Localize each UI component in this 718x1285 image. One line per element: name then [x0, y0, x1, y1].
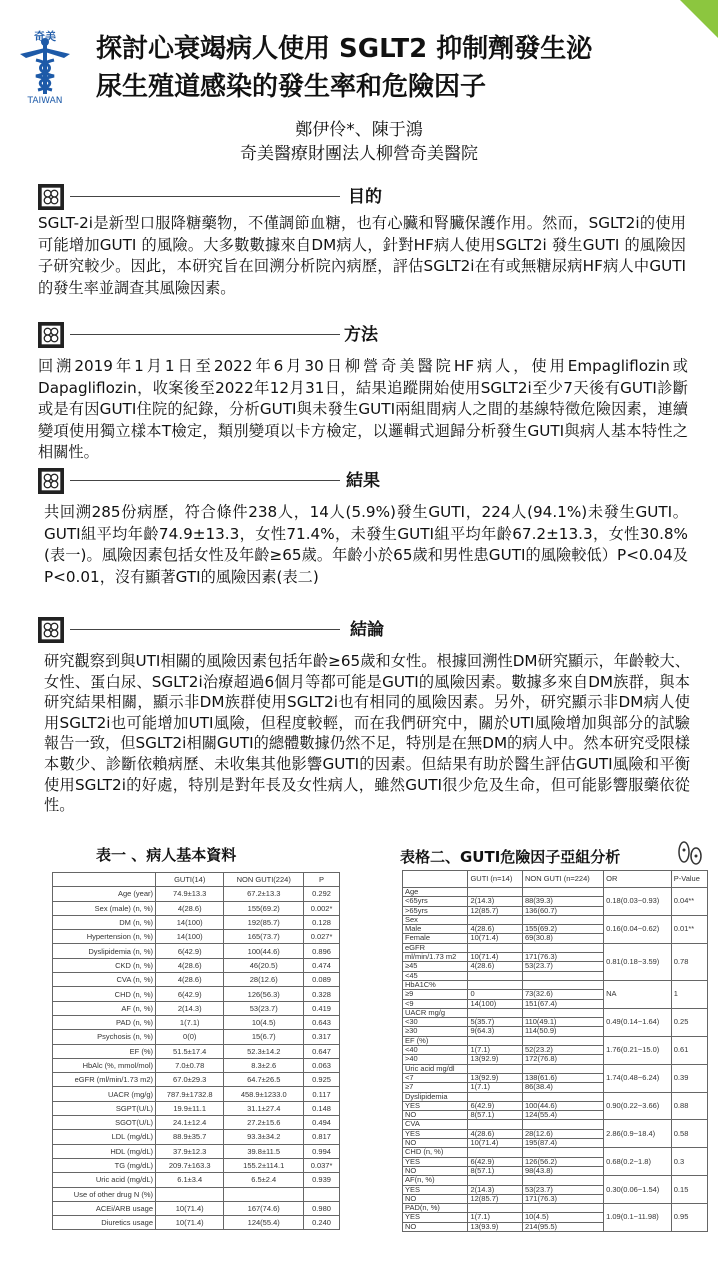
table2-header-cell: NON GUTI (n=224)	[522, 871, 603, 888]
table2-cell: 1(7.1)	[468, 1213, 523, 1222]
table2-cell: 6(42.9)	[468, 1101, 523, 1110]
table2-cell: 5(35.7)	[468, 1018, 523, 1027]
table2-cell: 13(92.9)	[468, 1073, 523, 1082]
table1-cell: PAD (n, %)	[53, 1015, 156, 1029]
table2-cell: NO	[403, 1111, 468, 1120]
table1-cell: Age (year)	[53, 887, 156, 901]
table2-cell: 4(28.6)	[468, 1129, 523, 1138]
knot-icon	[38, 184, 64, 210]
table1-cell: 167(74.6)	[224, 1201, 304, 1215]
table1-cell: 100(44.6)	[224, 944, 304, 958]
table1-cell: 93.3±34.2	[224, 1130, 304, 1144]
table2-cell: YES	[403, 1213, 468, 1222]
table1-cell: 0.925	[304, 1073, 340, 1087]
table2-cell: <45	[403, 971, 468, 980]
table2-cell	[522, 1120, 603, 1129]
table2-cell: YES	[403, 1157, 468, 1166]
table2-p-cell: 0.3	[671, 1148, 707, 1176]
table2-cell: 8(57.1)	[468, 1166, 523, 1175]
table2-p-cell: 0.04**	[671, 888, 707, 916]
table2-cell: 9(64.3)	[468, 1027, 523, 1036]
table-row	[403, 888, 708, 897]
table-row	[53, 901, 340, 915]
results-header	[38, 468, 678, 494]
table1-cell: 6.1±3.4	[156, 1173, 224, 1187]
table1-header-cell: GUTI(14)	[156, 873, 224, 887]
knot-icon	[38, 468, 64, 494]
table2-cell	[468, 1092, 523, 1101]
table1-cell: 0.089	[304, 973, 340, 987]
table2-cell: 151(67.4)	[522, 999, 603, 1008]
table2-cell: 12(85.7)	[468, 906, 523, 915]
table1-cell: 8.3±2.6	[224, 1058, 304, 1072]
table2-cell	[468, 980, 523, 989]
table2-cell: 100(44.6)	[522, 1101, 603, 1110]
table-row	[53, 1001, 340, 1015]
table2-cell: 12(85.7)	[468, 1194, 523, 1203]
table1-cell: 67.2±13.3	[224, 887, 304, 901]
table1-cell: 4(28.6)	[156, 973, 224, 987]
table2-cell: 110(49.1)	[522, 1018, 603, 1027]
table1-cell: 0.474	[304, 958, 340, 972]
table1-cell: 165(73.7)	[224, 930, 304, 944]
table1-cell: eGFR (ml/min/1.73 m2)	[53, 1073, 156, 1087]
table2-cell: 6(42.9)	[468, 1157, 523, 1166]
table1-cell: ACEi/ARB usage	[53, 1201, 156, 1215]
table2-cell: 88(39.3)	[522, 897, 603, 906]
methods-text: 回溯2019年1月1日至2022年6月30日柳營奇美醫院HF病人，使用Empagliflozin或Dapagliflozin，收案後至2022年12月31日，結果追蹤開始使用SGLT2i至少7天後有GUTI診斷或是有因GUTI住院的紀錄，分析GUTI與未發生GUTI兩組間病人之間的基線特徵危險因素，連續變項使用獨立樣本T檢定，類別變項以卡方檢定，以邏輯式迴歸分析發生GUTI與病人基本特性之相關性。	[38, 357, 688, 461]
table2-group-label: CVA	[403, 1120, 468, 1129]
table1-header-cell: NON GUTI(224)	[224, 873, 304, 887]
table1-cell: SGPT(U/L)	[53, 1101, 156, 1115]
table1-cell: Dyslipidemia (n, %)	[53, 944, 156, 958]
table2-cell	[468, 971, 523, 980]
table2-cell	[522, 1092, 603, 1101]
table1-cell: CVA (n, %)	[53, 973, 156, 987]
table1-cell: 14(100)	[156, 930, 224, 944]
table-row	[53, 1073, 340, 1087]
table1-cell: HDL (mg/dL)	[53, 1144, 156, 1158]
results-text: 共回溯285份病歷，符合條件238人，14人(5.9%)發生GUTI，224人(94.1%)未發生GUTI。GUTI組平均年齡74.9±13.3，女性71.4%，未發生GUTI組平均年齡67.2±13.3，女性30.8% (表一)。風險因素包括女性及年齡≥65歲。年齡小於65歲和男性患GUTI的風險較低）P<0.04及 P<0.01，沒有顯著GTI的風險因素(表二)	[44, 503, 688, 586]
table1-cell: 0.128	[304, 915, 340, 929]
table2-cell: 155(69.2)	[522, 925, 603, 934]
table1-cell: 0.240	[304, 1216, 340, 1230]
methods-header	[38, 322, 678, 348]
table2-cell: 52(23.2)	[522, 1046, 603, 1055]
table-row	[53, 1130, 340, 1144]
table2-p-cell: 0.01**	[671, 915, 707, 943]
table1-cell: 10(4.5)	[224, 1015, 304, 1029]
table1-cell: 31.1±27.4	[224, 1101, 304, 1115]
table1-cell: 0.939	[304, 1173, 340, 1187]
table2-p-cell: 0.25	[671, 1008, 707, 1036]
table2-cell: 14(100)	[468, 999, 523, 1008]
author-names: 鄭伊伶*、陳于鴻	[295, 120, 423, 140]
conclusion-text: 研究觀察到與UTI相關的風險因素包括年齡≥65歲和女性。根據回溯性DM研究顯示，年齡較大、女性、蛋白尿、SGLT2i治療超過6個月等都可能是GUTI的風險因素。數據多來自DM族群，與本研究結果相關，顯示非DM族群使用SGLT2i也有相同的風險因素。另外，研究顯示非DM病人使用SGLT2i也可能增加UTI風險，但程度較輕，而在我們研究中，關於UTI風險增加與部分的試驗報告一致，但SGLT2i相關GUTI的總體數據仍然不足，特別是在無DM的病人中。然本研究受限樣本數少、診斷依賴病歷、未收集其他影響GUTI的因素。但結果有助於醫生評估GUTI風險和平衡使用SGLT2i的好處，特別是對年長及女性病人，雖然GUTI很少危及生命，但可能影響服藥依從性。	[44, 652, 690, 815]
table2-cell: 172(76.8)	[522, 1055, 603, 1064]
table1-cell: 51.5±17.4	[156, 1044, 224, 1058]
table2-cell: 28(12.6)	[522, 1129, 603, 1138]
table1-cell: DM (n, %)	[53, 915, 156, 929]
author-affiliation: 奇美醫療財團法人柳營奇美醫院	[240, 144, 478, 164]
table2-group-label: AF(n, %)	[403, 1176, 468, 1185]
table1-cell: 28(12.6)	[224, 973, 304, 987]
table2-cell: 1(7.1)	[468, 1083, 523, 1092]
logo	[14, 28, 76, 108]
logo-top-text: 奇美	[34, 30, 56, 43]
table1-cell: 46(20.5)	[224, 958, 304, 972]
table2-or-cell: 0.30(0.06~1.54)	[604, 1176, 672, 1204]
table1-cell: 14(100)	[156, 915, 224, 929]
knot-icon	[38, 617, 64, 643]
table1-cell: Uric acid (mg/dL)	[53, 1173, 156, 1187]
methods-title: 方法	[344, 325, 378, 345]
table2-or-cell: 1.74(0.48~6.24)	[604, 1064, 672, 1092]
table1-cell: Sex (male) (n, %)	[53, 901, 156, 915]
table1-cell: Diuretics usage	[53, 1216, 156, 1230]
table1-cell: CHD (n, %)	[53, 987, 156, 1001]
table2-cell: <30	[403, 1018, 468, 1027]
table2-cell: Male	[403, 925, 468, 934]
table1-cell: 0.980	[304, 1201, 340, 1215]
table2-cell: ml/min/1.73 m2	[403, 953, 468, 962]
table1-cell: TG (mg/dL)	[53, 1158, 156, 1172]
table1-header-row	[53, 873, 340, 887]
table2-group-label: Age	[403, 888, 468, 897]
table2-title: 表格二、GUTI危險因子亞組分析	[400, 848, 621, 866]
table2-header-cell	[403, 871, 468, 888]
table-row	[403, 980, 708, 989]
table2-cell: YES	[403, 1185, 468, 1194]
table1-cell: UACR (mg/g)	[53, 1087, 156, 1101]
table2-header-row	[403, 871, 708, 888]
table-row	[403, 1204, 708, 1213]
table-row	[53, 958, 340, 972]
table1-cell: CKD (n, %)	[53, 958, 156, 972]
table2-cell: 171(76.3)	[522, 1194, 603, 1203]
table2-p-cell: 0.61	[671, 1036, 707, 1064]
table-row	[53, 973, 340, 987]
table2-cell: 10(71.4)	[468, 934, 523, 943]
table-row	[53, 1187, 340, 1201]
purpose-text: SGLT-2i是新型口服降糖藥物，不僅調節血糖，也有心臟和腎臟保護作用。然而，SGLT2i的使用可能增加GUTI 的風險。大多數數據來自DM病人，針對HF病人使用SGLT2i 發生GUTI 的風險因子研究較少。因此，本研究旨在回溯分析院內病歷，評估SGLT2i在有或無糖尿病HF病人中GUTI的發生率並調查其風險因素。	[38, 214, 686, 297]
table2-or-cell: NA	[604, 980, 672, 1008]
table1-header-cell	[53, 873, 156, 887]
table2-cell	[522, 1176, 603, 1185]
table1-cell: 0.994	[304, 1144, 340, 1158]
table1-cell: 0.817	[304, 1130, 340, 1144]
knot-icon	[38, 322, 64, 348]
table1-cell: 0(0)	[156, 1030, 224, 1044]
poster-title	[96, 30, 696, 106]
table1-cell: 88.9±35.7	[156, 1130, 224, 1144]
table2-cell: 13(93.9)	[468, 1222, 523, 1231]
table2-cell: 10(71.4)	[468, 953, 523, 962]
purpose-rule	[70, 196, 340, 197]
table1-cell: 0.494	[304, 1116, 340, 1130]
methods-rule	[70, 334, 340, 335]
table-row	[53, 887, 340, 901]
table1-cell: 192(85.7)	[224, 915, 304, 929]
table2-cell	[522, 971, 603, 980]
table1-cell: 27.2±15.6	[224, 1116, 304, 1130]
table1-cell: 0.317	[304, 1030, 340, 1044]
table2-cell: 4(28.6)	[468, 962, 523, 971]
table2-cell: 114(50.9)	[522, 1027, 603, 1036]
table1-cell: 52.3±14.2	[224, 1044, 304, 1058]
table-row	[403, 1176, 708, 1185]
table1-title: 表一 、病人基本資料	[96, 846, 237, 864]
table2-cell: >40	[403, 1055, 468, 1064]
table2-cell: 53(23.7)	[522, 1185, 603, 1194]
conclusion-title: 結論	[350, 620, 384, 640]
table2-cell: <65yrs	[403, 897, 468, 906]
table2-cell: 13(92.9)	[468, 1055, 523, 1064]
table2-group-label: HbA1C%	[403, 980, 468, 989]
table2-group-label: EF (%)	[403, 1036, 468, 1045]
table2-cell: Female	[403, 934, 468, 943]
table2-cell: YES	[403, 1101, 468, 1110]
table1-cell: 0.647	[304, 1044, 340, 1058]
table2-cell: 126(56.2)	[522, 1157, 603, 1166]
table-row	[403, 1148, 708, 1157]
table2-cell	[468, 1176, 523, 1185]
title-line-1: 探討心衰竭病人使用 SGLT2 抑制劑發生泌	[96, 34, 593, 64]
table2-p-cell: 0.78	[671, 943, 707, 980]
table2	[402, 870, 708, 1232]
results-title: 結果	[346, 471, 380, 491]
table1-cell: 2(14.3)	[156, 1001, 224, 1015]
table2-cell: 124(55.4)	[522, 1111, 603, 1120]
table1-cell: LDL (mg/dL)	[53, 1130, 156, 1144]
table2-cell: YES	[403, 1129, 468, 1138]
table-row	[53, 1144, 340, 1158]
table2-cell: ≥9	[403, 990, 468, 999]
logo-bottom-text: TAIWAN	[27, 96, 63, 106]
table1-cell: 0.419	[304, 1001, 340, 1015]
table1-cell: 1(7.1)	[156, 1015, 224, 1029]
table-row	[53, 987, 340, 1001]
table2-cell: 73(32.6)	[522, 990, 603, 999]
table2-cell: 98(43.8)	[522, 1166, 603, 1175]
table-row	[53, 1087, 340, 1101]
table2-p-cell: 0.58	[671, 1120, 707, 1148]
table-row	[403, 1092, 708, 1101]
table1-cell: 39.8±11.5	[224, 1144, 304, 1158]
table2-or-cell: 2.86(0.9~18.4)	[604, 1120, 672, 1148]
table1-cell: 67.0±29.3	[156, 1073, 224, 1087]
table2-cell: ≥45	[403, 962, 468, 971]
table2-cell: ≥30	[403, 1027, 468, 1036]
table2-cell	[522, 1148, 603, 1157]
table-row	[53, 1201, 340, 1215]
table2-cell: 0	[468, 990, 523, 999]
table2-cell: NO	[403, 1222, 468, 1231]
table1-cell: 0.896	[304, 944, 340, 958]
table2-cell: 53(23.7)	[522, 962, 603, 971]
table2-group-label: PAD(n, %)	[403, 1204, 468, 1213]
table2-cell: 86(38.4)	[522, 1083, 603, 1092]
table1-cell: 0.292	[304, 887, 340, 901]
table2-cell	[468, 1148, 523, 1157]
table2-cell: 4(28.6)	[468, 925, 523, 934]
table2-cell: 2(14.3)	[468, 1185, 523, 1194]
table1	[52, 872, 340, 1230]
table1-cell: 6(42.9)	[156, 944, 224, 958]
table2-cell: 1(7.1)	[468, 1046, 523, 1055]
table2-or-cell: 0.16(0.04~0.62)	[604, 915, 672, 943]
table2-p-cell: 0.39	[671, 1064, 707, 1092]
table2-cell: NO	[403, 1194, 468, 1203]
table2-or-cell: 0.49(0.14~1.64)	[604, 1008, 672, 1036]
table1-cell: 10(71.4)	[156, 1216, 224, 1230]
table2-p-cell: 0.15	[671, 1176, 707, 1204]
table-row	[53, 1116, 340, 1130]
table-row	[53, 930, 340, 944]
table2-or-cell: 1.76(0.21~15.0)	[604, 1036, 672, 1064]
table2-cell: 214(95.5)	[522, 1222, 603, 1231]
table1-cell: 458.9±1233.0	[224, 1087, 304, 1101]
table2-or-cell: 0.18(0.03~0.93)	[604, 888, 672, 916]
table1-cell: 64.7±26.5	[224, 1073, 304, 1087]
table-row	[53, 1015, 340, 1029]
table2-or-cell: 0.81(0.18~3.59)	[604, 943, 672, 980]
table-row	[53, 1030, 340, 1044]
table1-cell: 19.9±11.1	[156, 1101, 224, 1115]
table2-p-cell: 1	[671, 980, 707, 1008]
table-row	[403, 1036, 708, 1045]
table1-cell: Use of other drug N (%)	[53, 1187, 156, 1201]
table-row	[53, 1173, 340, 1187]
table-row	[53, 915, 340, 929]
table1-cell: 787.9±1732.8	[156, 1087, 224, 1101]
table1-cell: EF (%)	[53, 1044, 156, 1058]
table2-group-label: Uric acid mg/dl	[403, 1064, 468, 1073]
table1-cell: 0.002*	[304, 901, 340, 915]
table2-cell: 136(60.7)	[522, 906, 603, 915]
purpose-title: 目的	[348, 187, 382, 207]
table1-cell	[304, 1187, 340, 1201]
table-row	[53, 1216, 340, 1230]
title-line-2: 尿生殖道感染的發生率和危險因子	[96, 72, 487, 102]
table1-cell: 0.063	[304, 1058, 340, 1072]
table1-cell: 209.7±163.3	[156, 1158, 224, 1172]
table2-cell: 10(4.5)	[522, 1213, 603, 1222]
table1-cell: 4(28.6)	[156, 901, 224, 915]
table2-cell: ≥7	[403, 1083, 468, 1092]
table1-cell: 0.328	[304, 987, 340, 1001]
table2-cell: <40	[403, 1046, 468, 1055]
table1-cell: 7.0±0.78	[156, 1058, 224, 1072]
table-row	[53, 1058, 340, 1072]
table2-or-cell: 0.68(0.2~1.8)	[604, 1148, 672, 1176]
table1-cell: 155(69.2)	[224, 901, 304, 915]
table2-group-label: Sex	[403, 915, 468, 924]
table2-or-cell: 0.90(0.22~3.66)	[604, 1092, 672, 1120]
table1-cell	[156, 1187, 224, 1201]
table2-p-cell: 0.95	[671, 1204, 707, 1232]
table1-cell: 124(55.4)	[224, 1216, 304, 1230]
table1-cell: 53(23.7)	[224, 1001, 304, 1015]
table2-cell: 10(71.4)	[468, 1139, 523, 1148]
table2-cell: 138(61.6)	[522, 1073, 603, 1082]
table-row	[53, 1158, 340, 1172]
table1-cell: 0.643	[304, 1015, 340, 1029]
table1-cell: Hypertension (n, %)	[53, 930, 156, 944]
purpose-header	[38, 184, 678, 210]
results-rule	[70, 480, 340, 481]
table2-cell: >65yrs	[403, 906, 468, 915]
table2-group-label: Dyslipidemia	[403, 1092, 468, 1101]
conclusion-header	[38, 617, 678, 643]
table2-cell: 2(14.3)	[468, 897, 523, 906]
table1-cell	[224, 1187, 304, 1201]
table1-cell: 0.148	[304, 1101, 340, 1115]
table1-cell: 4(28.6)	[156, 958, 224, 972]
table2-header-cell: GUTI (n=14)	[468, 871, 523, 888]
bacteria-icon	[674, 838, 706, 868]
table2-cell: 8(57.1)	[468, 1111, 523, 1120]
table1-cell: SGOT(U/L)	[53, 1116, 156, 1130]
table1-cell: 10(71.4)	[156, 1201, 224, 1215]
table-row	[53, 944, 340, 958]
table2-cell: NO	[403, 1139, 468, 1148]
table1-cell: 0.117	[304, 1087, 340, 1101]
table2-cell: NO	[403, 1166, 468, 1175]
table2-cell: 171(76.3)	[522, 953, 603, 962]
table1-cell: 74.9±13.3	[156, 887, 224, 901]
table-row	[403, 1120, 708, 1129]
table1-cell: Psychosis (n, %)	[53, 1030, 156, 1044]
table-row	[53, 1101, 340, 1115]
table1-cell: AF (n, %)	[53, 1001, 156, 1015]
table2-or-cell: 1.09(0.1~11.98)	[604, 1204, 672, 1232]
table-row	[53, 1044, 340, 1058]
table1-cell: 6(42.9)	[156, 987, 224, 1001]
table2-cell: 69(30.8)	[522, 934, 603, 943]
table2-cell: 195(87.4)	[522, 1139, 603, 1148]
table1-cell: 6.5±2.4	[224, 1173, 304, 1187]
authors-block	[0, 118, 718, 166]
table1-header-cell: P	[304, 873, 340, 887]
table2-group-label: CHD (n, %)	[403, 1148, 468, 1157]
table1-cell: 155.2±114.1	[224, 1158, 304, 1172]
table2-group-label: UACR mg/g	[403, 1008, 468, 1017]
table1-cell: 37.9±12.3	[156, 1144, 224, 1158]
table2-p-cell: 0.88	[671, 1092, 707, 1120]
table1-cell: 126(56.3)	[224, 987, 304, 1001]
table2-cell: <7	[403, 1073, 468, 1082]
table2-header-cell: P-Value	[671, 871, 707, 888]
table1-cell: 0.027*	[304, 930, 340, 944]
table1-cell: 24.1±12.4	[156, 1116, 224, 1130]
table1-cell: HbAlc (%, mmol/mol)	[53, 1058, 156, 1072]
table2-group-label: eGFR	[403, 943, 468, 952]
conclusion-rule	[70, 629, 340, 630]
table2-header-cell: OR	[604, 871, 672, 888]
table2-cell	[468, 1120, 523, 1129]
table1-cell: 15(6.7)	[224, 1030, 304, 1044]
table2-cell: <9	[403, 999, 468, 1008]
table1-cell: 0.037*	[304, 1158, 340, 1172]
